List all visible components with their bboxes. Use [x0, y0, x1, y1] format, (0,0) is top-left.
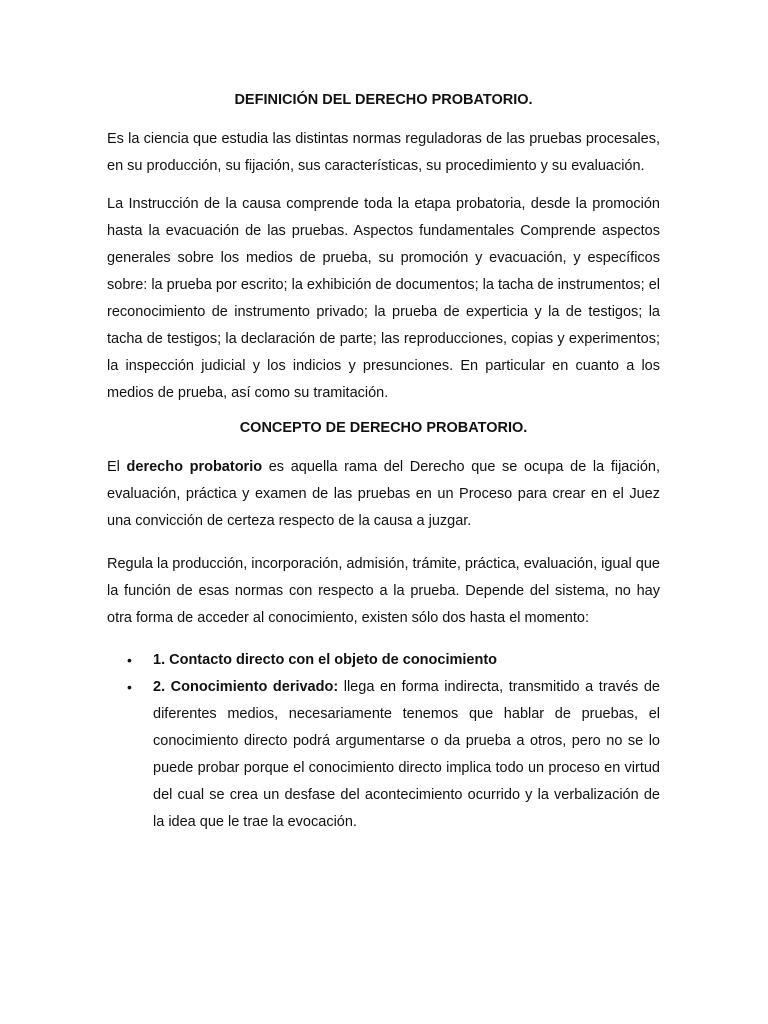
- bullet-icon: •: [127, 679, 132, 695]
- bullet-icon: •: [127, 652, 132, 668]
- bullet-text: llega en forma indirecta, transmitido a través de diferentes medios, necesariamente tenemos que hablar de pruebas, el conocimiento directo podrá argumentarse o da prueba a otros, pero no se lo puede probar porque el conocimiento directo implica todo un proceso en virtud del cual se crea un desfase del acontecimiento ocurrido y la verbalización de la idea que le trae la evocación.: [153, 679, 660, 830]
- paragraph-concepto: [107, 454, 660, 535]
- bullet-bold: 1. Contacto directo con el objeto de conocimiento: [153, 652, 498, 668]
- bullet-bold: 2. Conocimiento derivado:: [153, 679, 339, 695]
- concepto-bold-term: derecho probatorio: [126, 459, 263, 475]
- bullet-list: [107, 647, 660, 836]
- heading-definicion: DEFINICIÓN DEL DERECHO PROBATORIO.: [234, 92, 533, 108]
- paragraph-regula: Regula la producción, incorporación, admisión, trámite, práctica, evaluación, igual que la función de esas normas con respecto a la prueba. Depende del sistema, no hay otra forma de acceder al conocimiento, existen sólo dos hasta el momento:: [107, 556, 660, 626]
- list-item: [107, 647, 660, 674]
- heading-concepto: CONCEPTO DE DERECHO PROBATORIO.: [239, 420, 528, 436]
- paragraph-instruccion: La Instrucción de la causa comprende toda la etapa probatoria, desde la promoción hasta la evacuación de las pruebas. Aspectos fundamentales Comprende aspectos generales sobre los medios de prueba, su promoción y evacuación, y específicos sobre: la prueba por escrito; la exhibición de documentos; la tacha de instrumentos; el reconocimiento de instrumento privado; la prueba de experticia y la de testigos; la tacha de testigos; la declaración de parte; las reproducciones, copias y experimentos; la inspección judicial y los indicios y presunciones. En particular en cuanto a los medios de prueba, así como su tramitación.: [107, 196, 660, 401]
- concepto-text-after: es aquella rama del Derecho que se ocupa de la fijación, evaluación, práctica y examen de las pruebas en un Proceso para crear en el Juez una convicción de certeza respecto de la causa a juzgar.: [107, 459, 660, 529]
- concepto-text-before: El: [107, 459, 127, 475]
- list-item: [107, 674, 660, 836]
- paragraph-definicion: Es la ciencia que estudia las distintas normas reguladoras de las pruebas procesales, en su producción, su fijación, sus características, su procedimiento y su evaluación.: [107, 131, 660, 174]
